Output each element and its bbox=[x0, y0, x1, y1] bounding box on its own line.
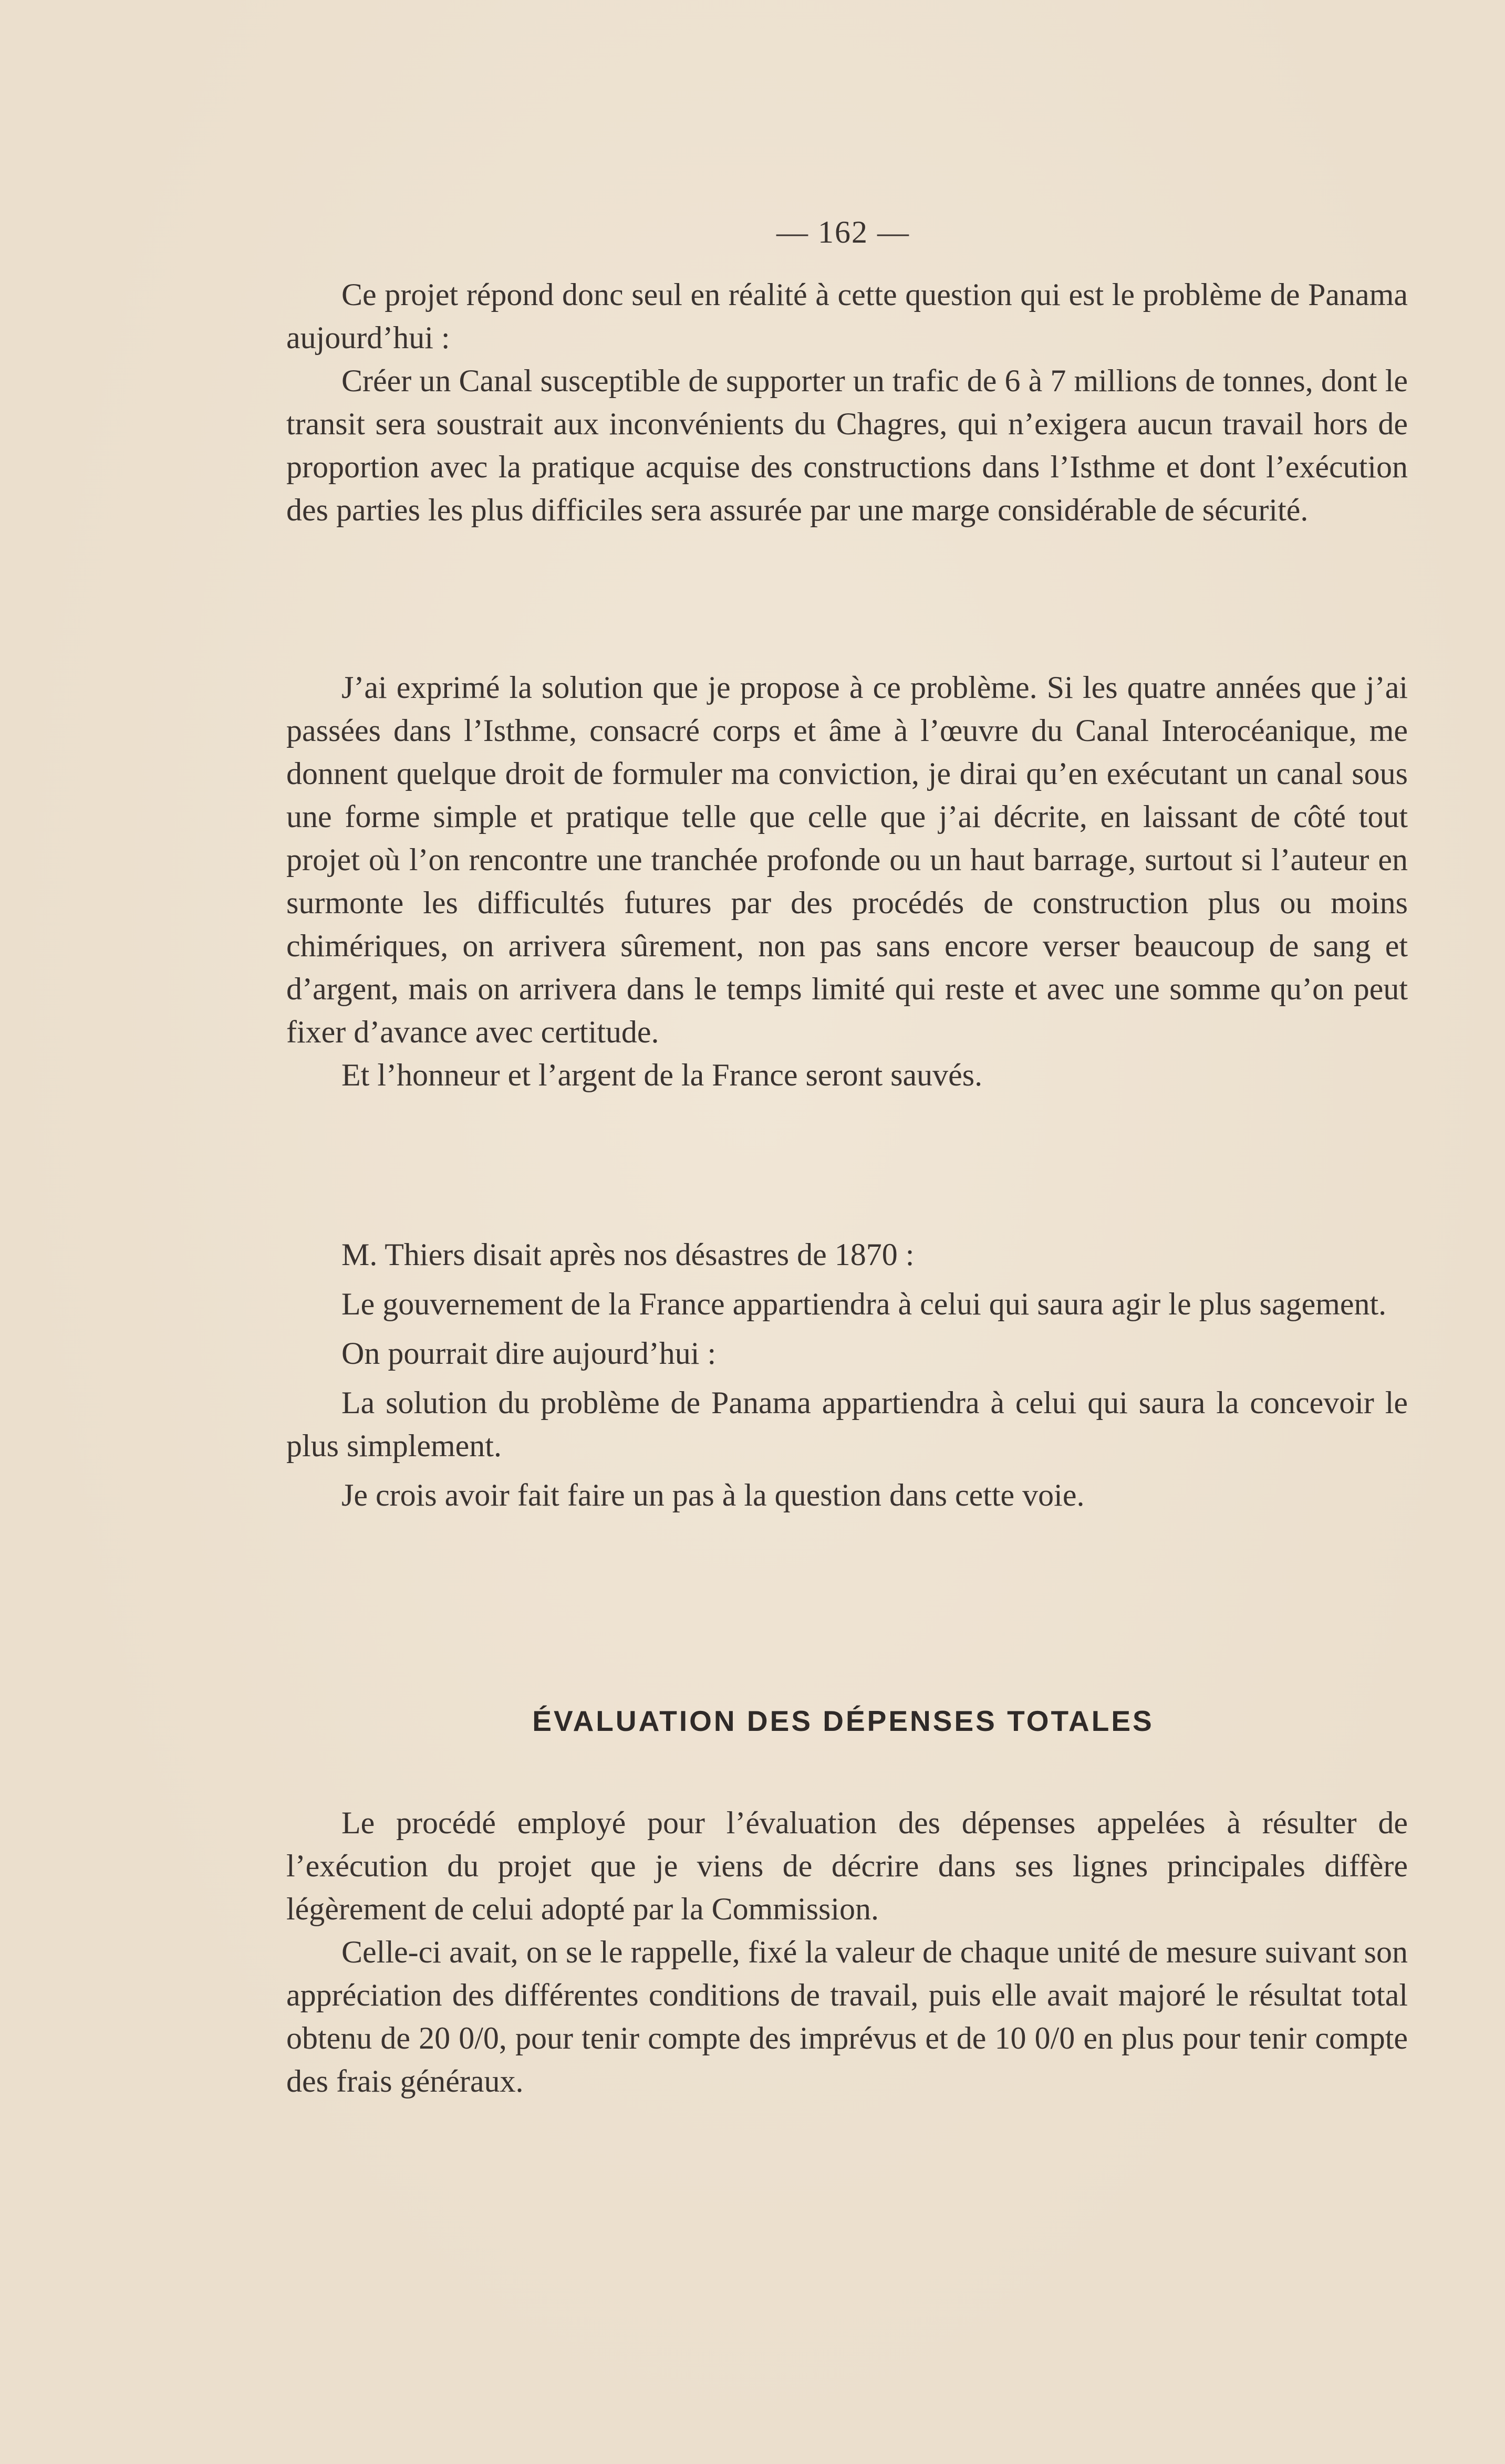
paragraph: La solution du problème de Panama appartiendra à celui qui saura la concevoir le plus simplement. bbox=[286, 1385, 1408, 1463]
paragraph: Le procédé employé pour l’évaluation des dépenses appelées à résulter de l’exécution du projet que je viens de décrire dans ses lignes principales diffère légèrement de celui adopté par la Commission. bbox=[286, 1805, 1408, 1926]
thiers-section bbox=[286, 1233, 1408, 1517]
paragraph: Créer un Canal susceptible de supporter un trafic de 6 à 7 millions de tonnes, dont le transit sera soustrait aux inconvénients du Chagres, qui n’exigera aucun travail hors de proportion avec la pratique acquise des constructions dans l’Isthme et dont l’exécution des parties les plus difficiles sera assurée par une marge considérable de sécurité. bbox=[286, 363, 1408, 527]
evaluation-section bbox=[286, 1801, 1408, 2103]
paragraph: Et l’honneur et l’argent de la France seront sauvés. bbox=[341, 1058, 983, 1092]
paragraph: J’ai exprimé la solution que je propose à ce problème. Si les quatre années que j’ai passées dans l’Isthme, consacré corps et âme à l’œuvre du Canal Interocéanique, me donnent quelque droit de formuler ma conviction, je dirai qu’en exécutant un canal sous une forme simple et pratique telle que celle que j’ai décrite, en laissant de côté tout projet où l’on rencontre une tranchée profonde ou un haut barrage, surtout si l’auteur en surmonte les difficultés futures par des procédés de construction plus ou moins chimériques, on arrivera sûrement, non pas sans encore verser beaucoup de sang et d’argent, mais on arrivera dans le temps limité qui reste et avec une somme qu’on peut fixer d’avance avec certitude. bbox=[286, 670, 1408, 1049]
intro-section bbox=[286, 273, 1408, 531]
paragraph: On pourrait dire aujourd’hui : bbox=[341, 1336, 717, 1371]
paragraph: M. Thiers disait après nos désastres de 1870 : bbox=[341, 1237, 915, 1272]
page-number: — 162 — bbox=[776, 215, 910, 249]
paragraph: Ce projet répond donc seul en réalité à cette question qui est le problème de Panama aujourd’hui : bbox=[286, 277, 1408, 355]
paragraph: Celle-ci avait, on se le rappelle, fixé la valeur de chaque unité de mesure suivant son appréciation des différentes conditions de travail, puis elle avait majoré le résultat total obtenu de 20 0/0, pour tenir compte des imprévus et de 10 0/0 en plus pour tenir compte des frais généraux. bbox=[286, 1935, 1408, 2098]
paragraph: Le gouvernement de la France appartiendra à celui qui saura agir le plus sagement. bbox=[341, 1287, 1387, 1321]
section-heading: ÉVALUATION DES DÉPENSES TOTALES bbox=[532, 1705, 1154, 1737]
paragraph: Je crois avoir fait faire un pas à la question dans cette voie. bbox=[341, 1478, 1085, 1512]
solution-section bbox=[286, 666, 1408, 1097]
